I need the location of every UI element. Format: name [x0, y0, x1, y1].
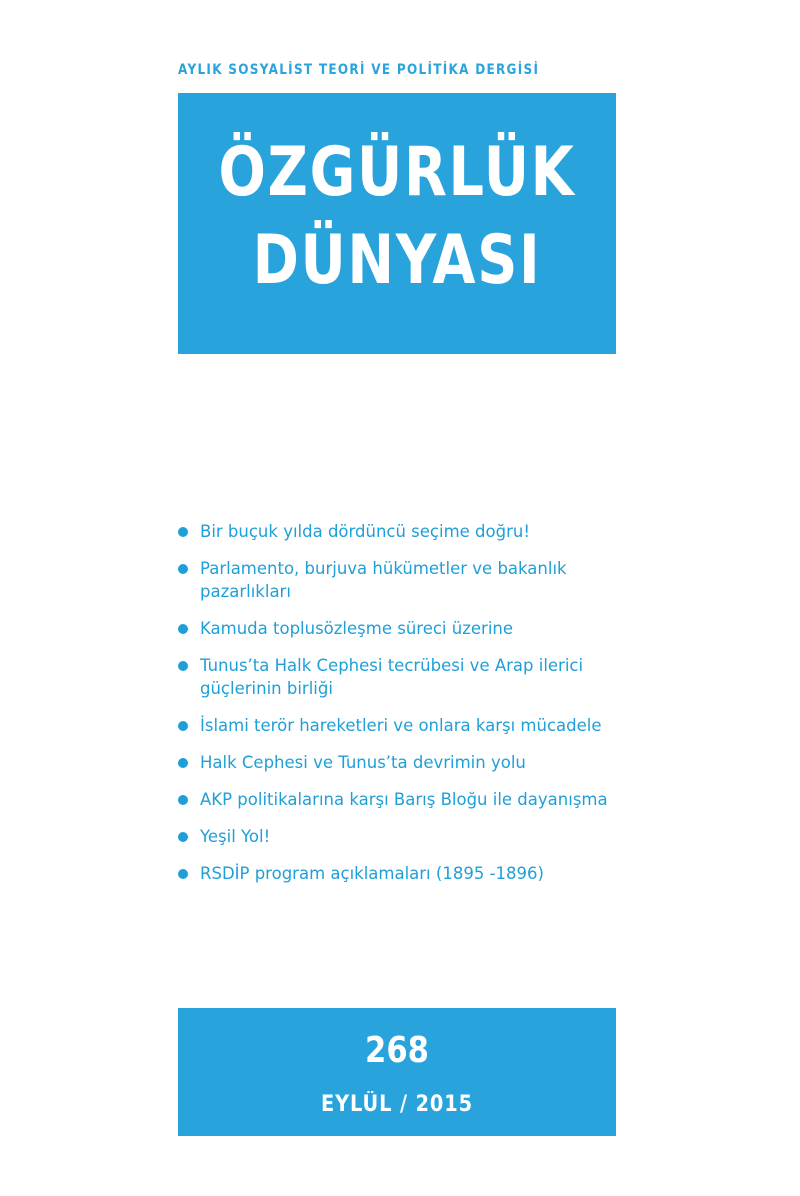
contents-item: RSDİP program açıklamaları (1895 -1896)	[176, 862, 656, 885]
title-block	[178, 93, 616, 354]
contents-item: Tunus’ta Halk Cephesi tecrübesi ve Arap ilerici güçlerinin birliği	[176, 654, 656, 700]
contents-item: Yeşil Yol!	[176, 825, 656, 848]
bullet-icon	[178, 527, 188, 537]
bullet-icon	[178, 869, 188, 879]
issue-number: 268	[365, 1030, 429, 1071]
issue-date: EYLÜL / 2015	[321, 1092, 473, 1117]
magazine-tagline: AYLIK SOSYALİST TEORİ VE POLİTİKA DERGİSİ	[178, 62, 540, 78]
contents-list	[176, 520, 656, 899]
contents-item: Parlamento, burjuva hükümetler ve bakanlık pazarlıkları	[176, 557, 656, 603]
bullet-icon	[178, 564, 188, 574]
bullet-icon	[178, 758, 188, 768]
magazine-title-line-2: DÜNYASI	[252, 221, 542, 300]
magazine-title-line-1: ÖZGÜRLÜK	[218, 133, 576, 212]
contents-item: Bir buçuk yılda dördüncü seçime doğru!	[176, 520, 656, 543]
bullet-icon	[178, 832, 188, 842]
bullet-icon	[178, 721, 188, 731]
contents-item: Kamuda toplusözleşme süreci üzerine	[176, 617, 656, 640]
bullet-icon	[178, 661, 188, 671]
contents-item: Halk Cephesi ve Tunus’ta devrimin yolu	[176, 751, 656, 774]
bullet-icon	[178, 795, 188, 805]
contents-item: İslami terör hareketleri ve onlara karşı mücadele	[176, 714, 656, 737]
issue-block	[178, 1008, 616, 1136]
contents-item: AKP politikalarına karşı Barış Bloğu ile dayanışma	[176, 788, 656, 811]
bullet-icon	[178, 624, 188, 634]
